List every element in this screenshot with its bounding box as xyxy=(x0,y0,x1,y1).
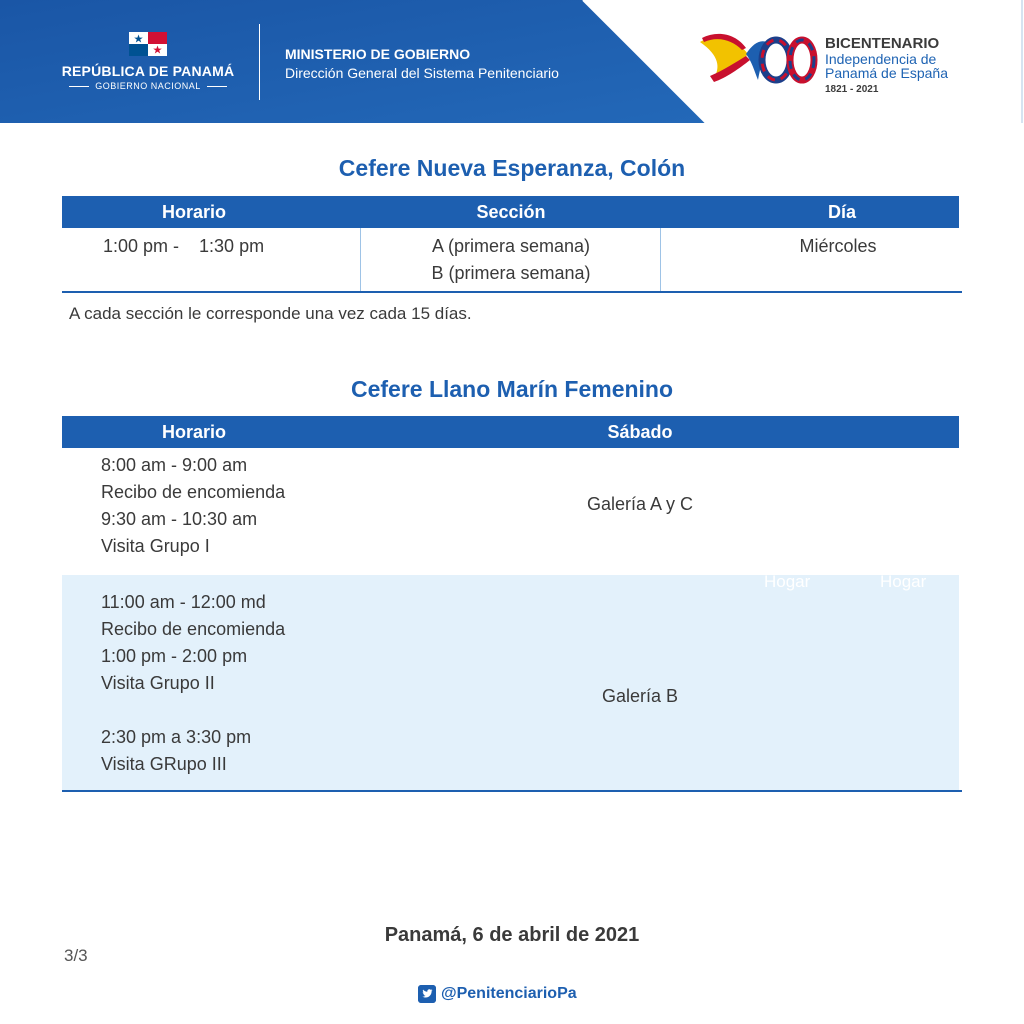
section1-header-horario: Horario xyxy=(161,202,226,222)
section1-table-bottom-rule xyxy=(62,291,962,293)
bicentennial-years: 1821 - 2021 xyxy=(825,84,879,95)
republic-subtitle xyxy=(40,81,256,91)
header-divider xyxy=(259,24,260,100)
section2-title: Cefere Llano Marín Femenino xyxy=(350,376,674,402)
bicentennial-logo-icon xyxy=(696,28,818,90)
section2-header-sabado: Sábado xyxy=(607,422,673,442)
section2-row1-line2: Recibo de encomienda xyxy=(101,482,286,502)
page-number: 3/3 xyxy=(64,946,88,965)
section2-row1-horario xyxy=(101,452,285,560)
section2-table-header xyxy=(62,416,959,448)
section2-table-bottom-rule xyxy=(62,790,962,792)
section1-seccion-line2: B (primera semana) xyxy=(431,263,591,283)
republic-subtitle-text: GOBIERNO NACIONAL xyxy=(95,81,201,91)
document-date: Panamá, 6 de abril de 2021 xyxy=(384,924,640,946)
section1-title: Cefere Nueva Esperanza, Colón xyxy=(338,155,686,181)
section2-row1-line3: 9:30 am - 10:30 am xyxy=(101,509,258,529)
section1-cell-dia: Miércoles xyxy=(799,236,877,256)
republic-title: REPÚBLICA DE PANAMÁ xyxy=(61,63,235,79)
section1-header-seccion: Sección xyxy=(476,202,546,222)
section2-row2-line5: 2:30 pm a 3:30 pm xyxy=(101,727,252,747)
ministry-title: MINISTERIO DE GOBIERNO xyxy=(285,46,471,62)
bicentennial-line2: Panamá de España xyxy=(825,65,948,81)
bicentennial-title: BICENTENARIO xyxy=(825,35,940,52)
section1-header-dia: Día xyxy=(827,202,856,222)
section2-row2-spacer xyxy=(101,697,285,724)
section2-row2-horario xyxy=(101,589,285,778)
section2-row2-line3: 1:00 pm - 2:00 pm xyxy=(101,646,248,666)
section2-row2-sabado: Galería B xyxy=(601,686,679,706)
bicentennial-line1: Independencia de xyxy=(825,51,937,67)
section2-row2-line4: Visita Grupo II xyxy=(101,673,215,693)
ghost-label: Hogar xyxy=(880,572,927,591)
ministry-subtitle: Dirección General del Sistema Penitenciario xyxy=(285,65,559,81)
section2-row2-line1: 11:00 am - 12:00 md xyxy=(101,592,266,612)
section2-header-horario: Horario xyxy=(161,422,226,442)
section2-row2-line6: Visita GRupo III xyxy=(101,754,227,774)
section1-cell-seccion xyxy=(361,233,661,287)
panama-flag-icon xyxy=(129,32,167,56)
section2-row1-line1: 8:00 am - 9:00 am xyxy=(101,455,248,475)
page-header xyxy=(0,0,1024,123)
twitter-icon xyxy=(418,985,436,1003)
section1-table-header xyxy=(62,196,959,228)
section1-seccion-line1: A (primera semana) xyxy=(431,236,591,256)
section2-row1-line4: Visita Grupo I xyxy=(101,536,210,556)
section1-cell-horario: 1:00 pm - 1:30 pm xyxy=(103,236,265,256)
section2-row2-line2: Recibo de encomienda xyxy=(101,619,286,639)
section1-note: A cada sección le corresponde una vez cada 15 días. xyxy=(69,304,472,323)
ghost-label: Hogar xyxy=(764,572,811,591)
twitter-handle[interactable]: @PenitenciarioPa xyxy=(441,985,577,1002)
section2-row1-sabado: Galería A y C xyxy=(586,494,694,514)
